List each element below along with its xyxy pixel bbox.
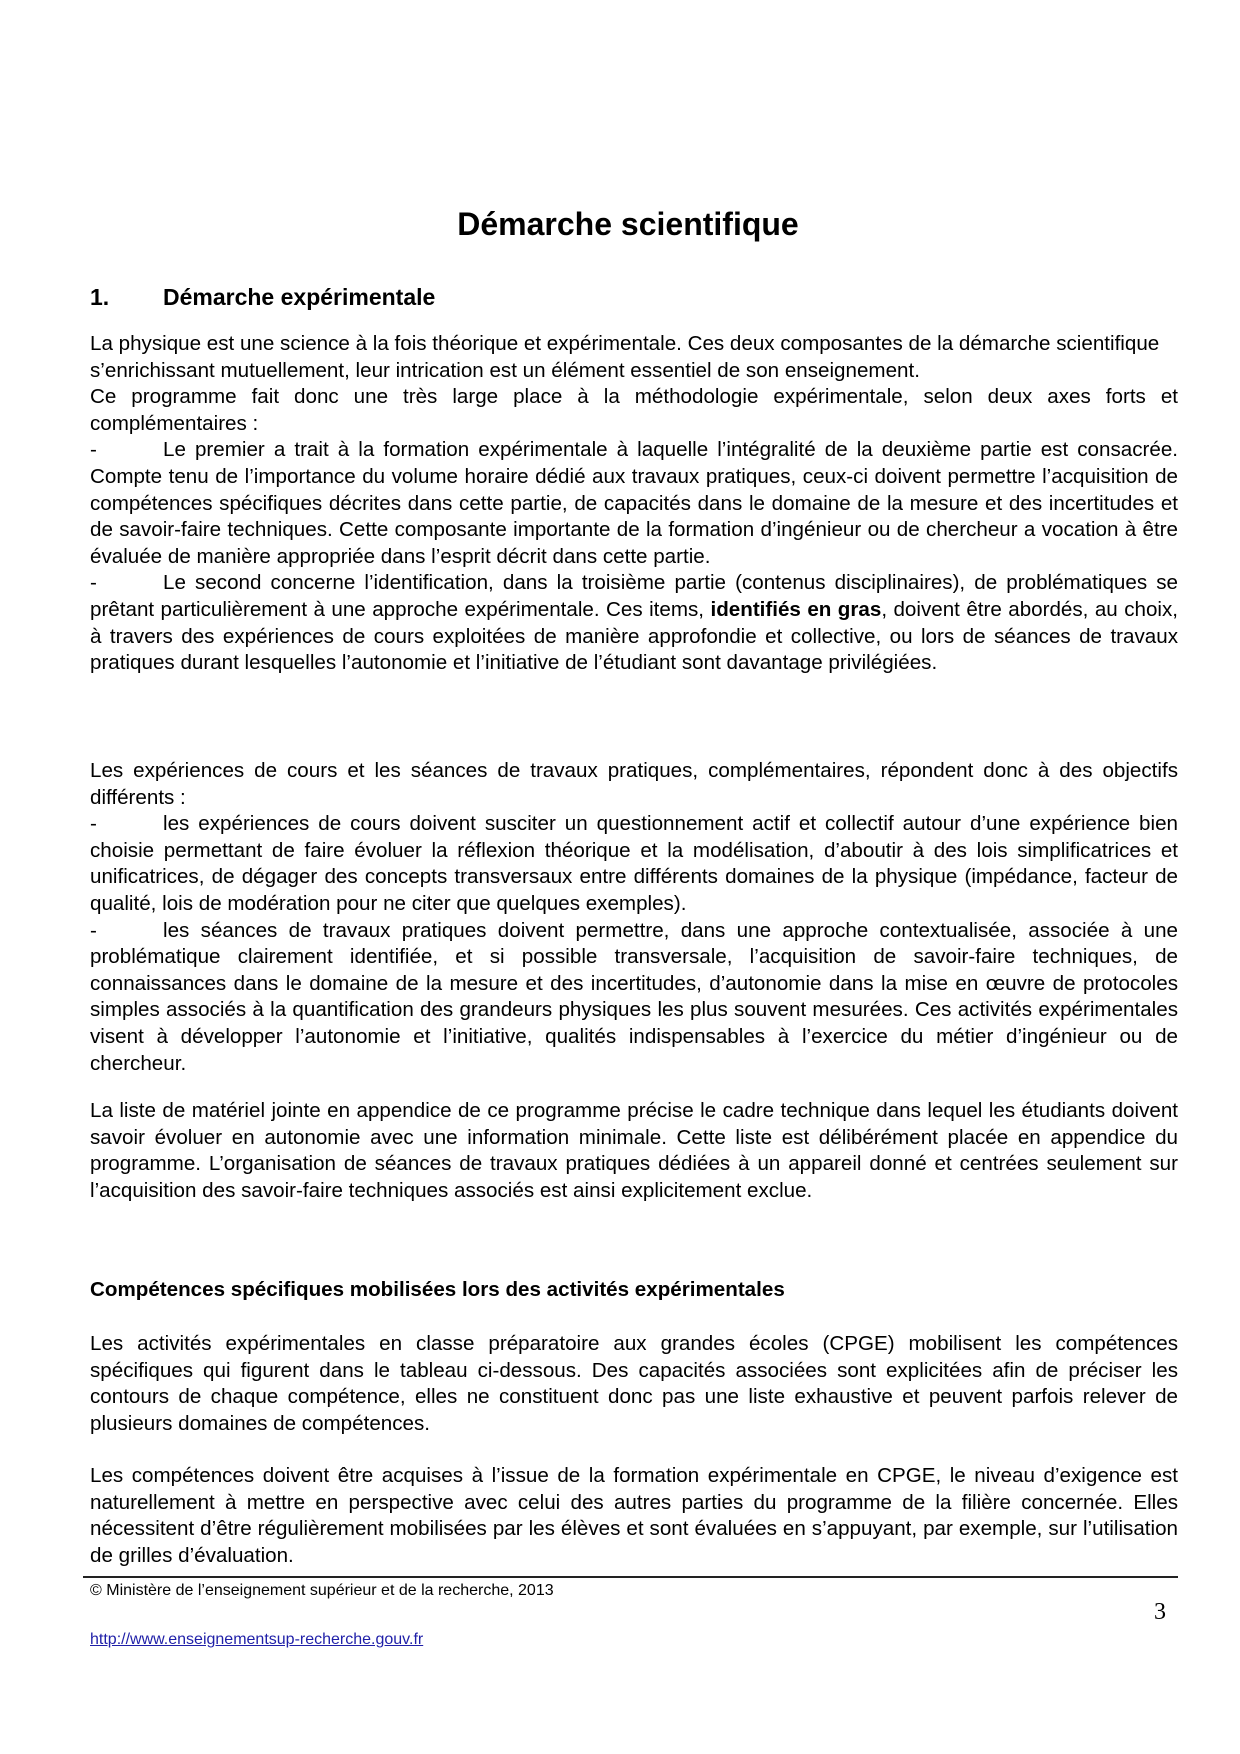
page-title: Démarche scientifique [457,206,799,242]
footer-url-link[interactable]: http://www.enseignementsup-recherche.gouv.fr [90,1631,424,1648]
bullet-item-1 [90,437,1178,570]
footer-rule [83,1576,1178,1578]
paragraph-2 [90,758,1178,1077]
section-heading-text: Démarche expérimentale [163,284,436,310]
bullet-item-4 [90,918,1178,1078]
section-heading-demarche-experimentale [90,282,435,312]
paragraph-3-text: La liste de matériel jointe en appendice de ce programme précise le cadre technique dans lequel les étudiants doivent savoir évoluer en autonomie avec une information minimale. Cette liste est délibérément placée en appendice du programme. L’organisation de séances de travaux pratiques dédiées à un appareil donné et centrées seulement sur l’acquisition des savoir-faire techniques associés est ainsi explicitement exclue. [90,1099,1178,1202]
bullet-item-3 [90,811,1178,917]
paragraph-4 [90,1331,1178,1437]
paragraph-1-line2: Ce programme fait donc une très large place à la méthodologie expérimentale, selon deux axes forts et complémentaires : [90,385,1178,435]
paragraph-3 [90,1098,1178,1204]
paragraph-4-text: Les activités expérimentales en classe préparatoire aux grandes écoles (CPGE) mobilisent les compétences spécifiques qui figurent dans le tableau ci-dessous. Des capacités associées sont explicitées afin de préciser les contours de chaque compétence, elles ne constituent donc pas une liste exhaustive et peuvent parfois relever de plusieurs domaines de compétences. [90,1332,1178,1435]
bullet-item-2 [90,570,1178,676]
bullet-text: Le premier a trait à la formation expérimentale à laquelle l’intégralité de la deuxième partie est consacrée. Compte tenu de l’importance du volume horaire dédié aux travaux pratiques, ceux-ci doivent permettre l’acquisition de compétences spécifiques décrites dans cette partie, de capacités dans le domaine de la mesure et des incertitudes et de savoir-faire techniques. Cette composante importante de la formation d’ingénieur ou de chercheur a vocation à être évaluée de manière appropriée dans l’esprit décrit dans cette partie. [90,438,1178,568]
bullet-text: les expériences de cours doivent susciter un questionnement actif et collectif autour d’une expérience bien choisie permettant de faire évoluer la réflexion théorique et la modélisation, d’aboutir à des lois simplificatrices et unificatrices, de dégager des concepts transversaux entre différents domaines de la physique (impédance, facteur de qualité, lois de modération pour ne citer que quelques exemples). [90,812,1178,915]
paragraph-2-intro: Les expériences de cours et les séances de travaux pratiques, complémentaires, répondent donc à des objectifs différents : [90,759,1178,809]
bold-emphasis: identifiés en gras [710,597,882,621]
page-number: 3 [1154,1599,1166,1625]
bullet-text-cont: , doivent être abordés, au choix, à travers des expériences de cours exploitées de manière approfondie et collective, ou lors de séances de travaux pratiques durant lesquelles l’autonomie et l’initiative de l’étudiant sont davantage privilégiées. [90,597,1178,675]
bullet-dash: - [90,438,97,462]
paragraph-1 [90,331,1178,677]
bullet-dash: - [90,812,97,836]
paragraph-5-text: Les compétences doivent être acquises à l’issue de la formation expérimentale en CPGE, le niveau d’exigence est naturellement à mettre en perspective avec celui des autres parties du programme de la filière concernée. Elles nécessitent d’être régulièrement mobilisées par les élèves et sont évaluées en s’appuyant, par exemple, sur l’utilisation de grilles d’évaluation. [90,1464,1178,1567]
footer-copyright: © Ministère de l’enseignement supérieur et de la recherche, 2013 [90,1582,554,1599]
bullet-dash: - [90,918,97,942]
paragraph-5 [90,1463,1178,1569]
section-heading-competences: Compétences spécifiques mobilisées lors des activités expérimentales [90,1278,785,1301]
bullet-text: Le second concerne l’identification, dans la troisième partie (contenus disciplinaires), de problématiques se prêtant particulièrement à une approche expérimentale. Ces items, [90,571,1178,621]
bullet-dash: - [90,571,97,595]
section-number: 1. [90,284,110,310]
paragraph-1-intro: La physique est une science à la fois théorique et expérimentale. Ces deux composantes de la démarche scientifique s’enrichissant mutuellement, leur intrication est un élément essentiel de son enseignement. [90,332,1160,382]
bullet-text: les séances de travaux pratiques doivent permettre, dans une approche contextualisée, associée à une problématique clairement identifiée, et si possible transversale, l’acquisition de savoir-faire techniques, de connaissances dans le domaine de la mesure et des incertitudes, d’autonomie dans la mise en œuvre de protocoles simples associés à la quantification des grandeurs physiques les plus souvent mesurées. Ces activités expérimentales visent à développer l’autonomie et l’initiative, qualités indispensables à l’exercice du métier d’ingénieur ou de chercheur. [90,918,1178,1075]
